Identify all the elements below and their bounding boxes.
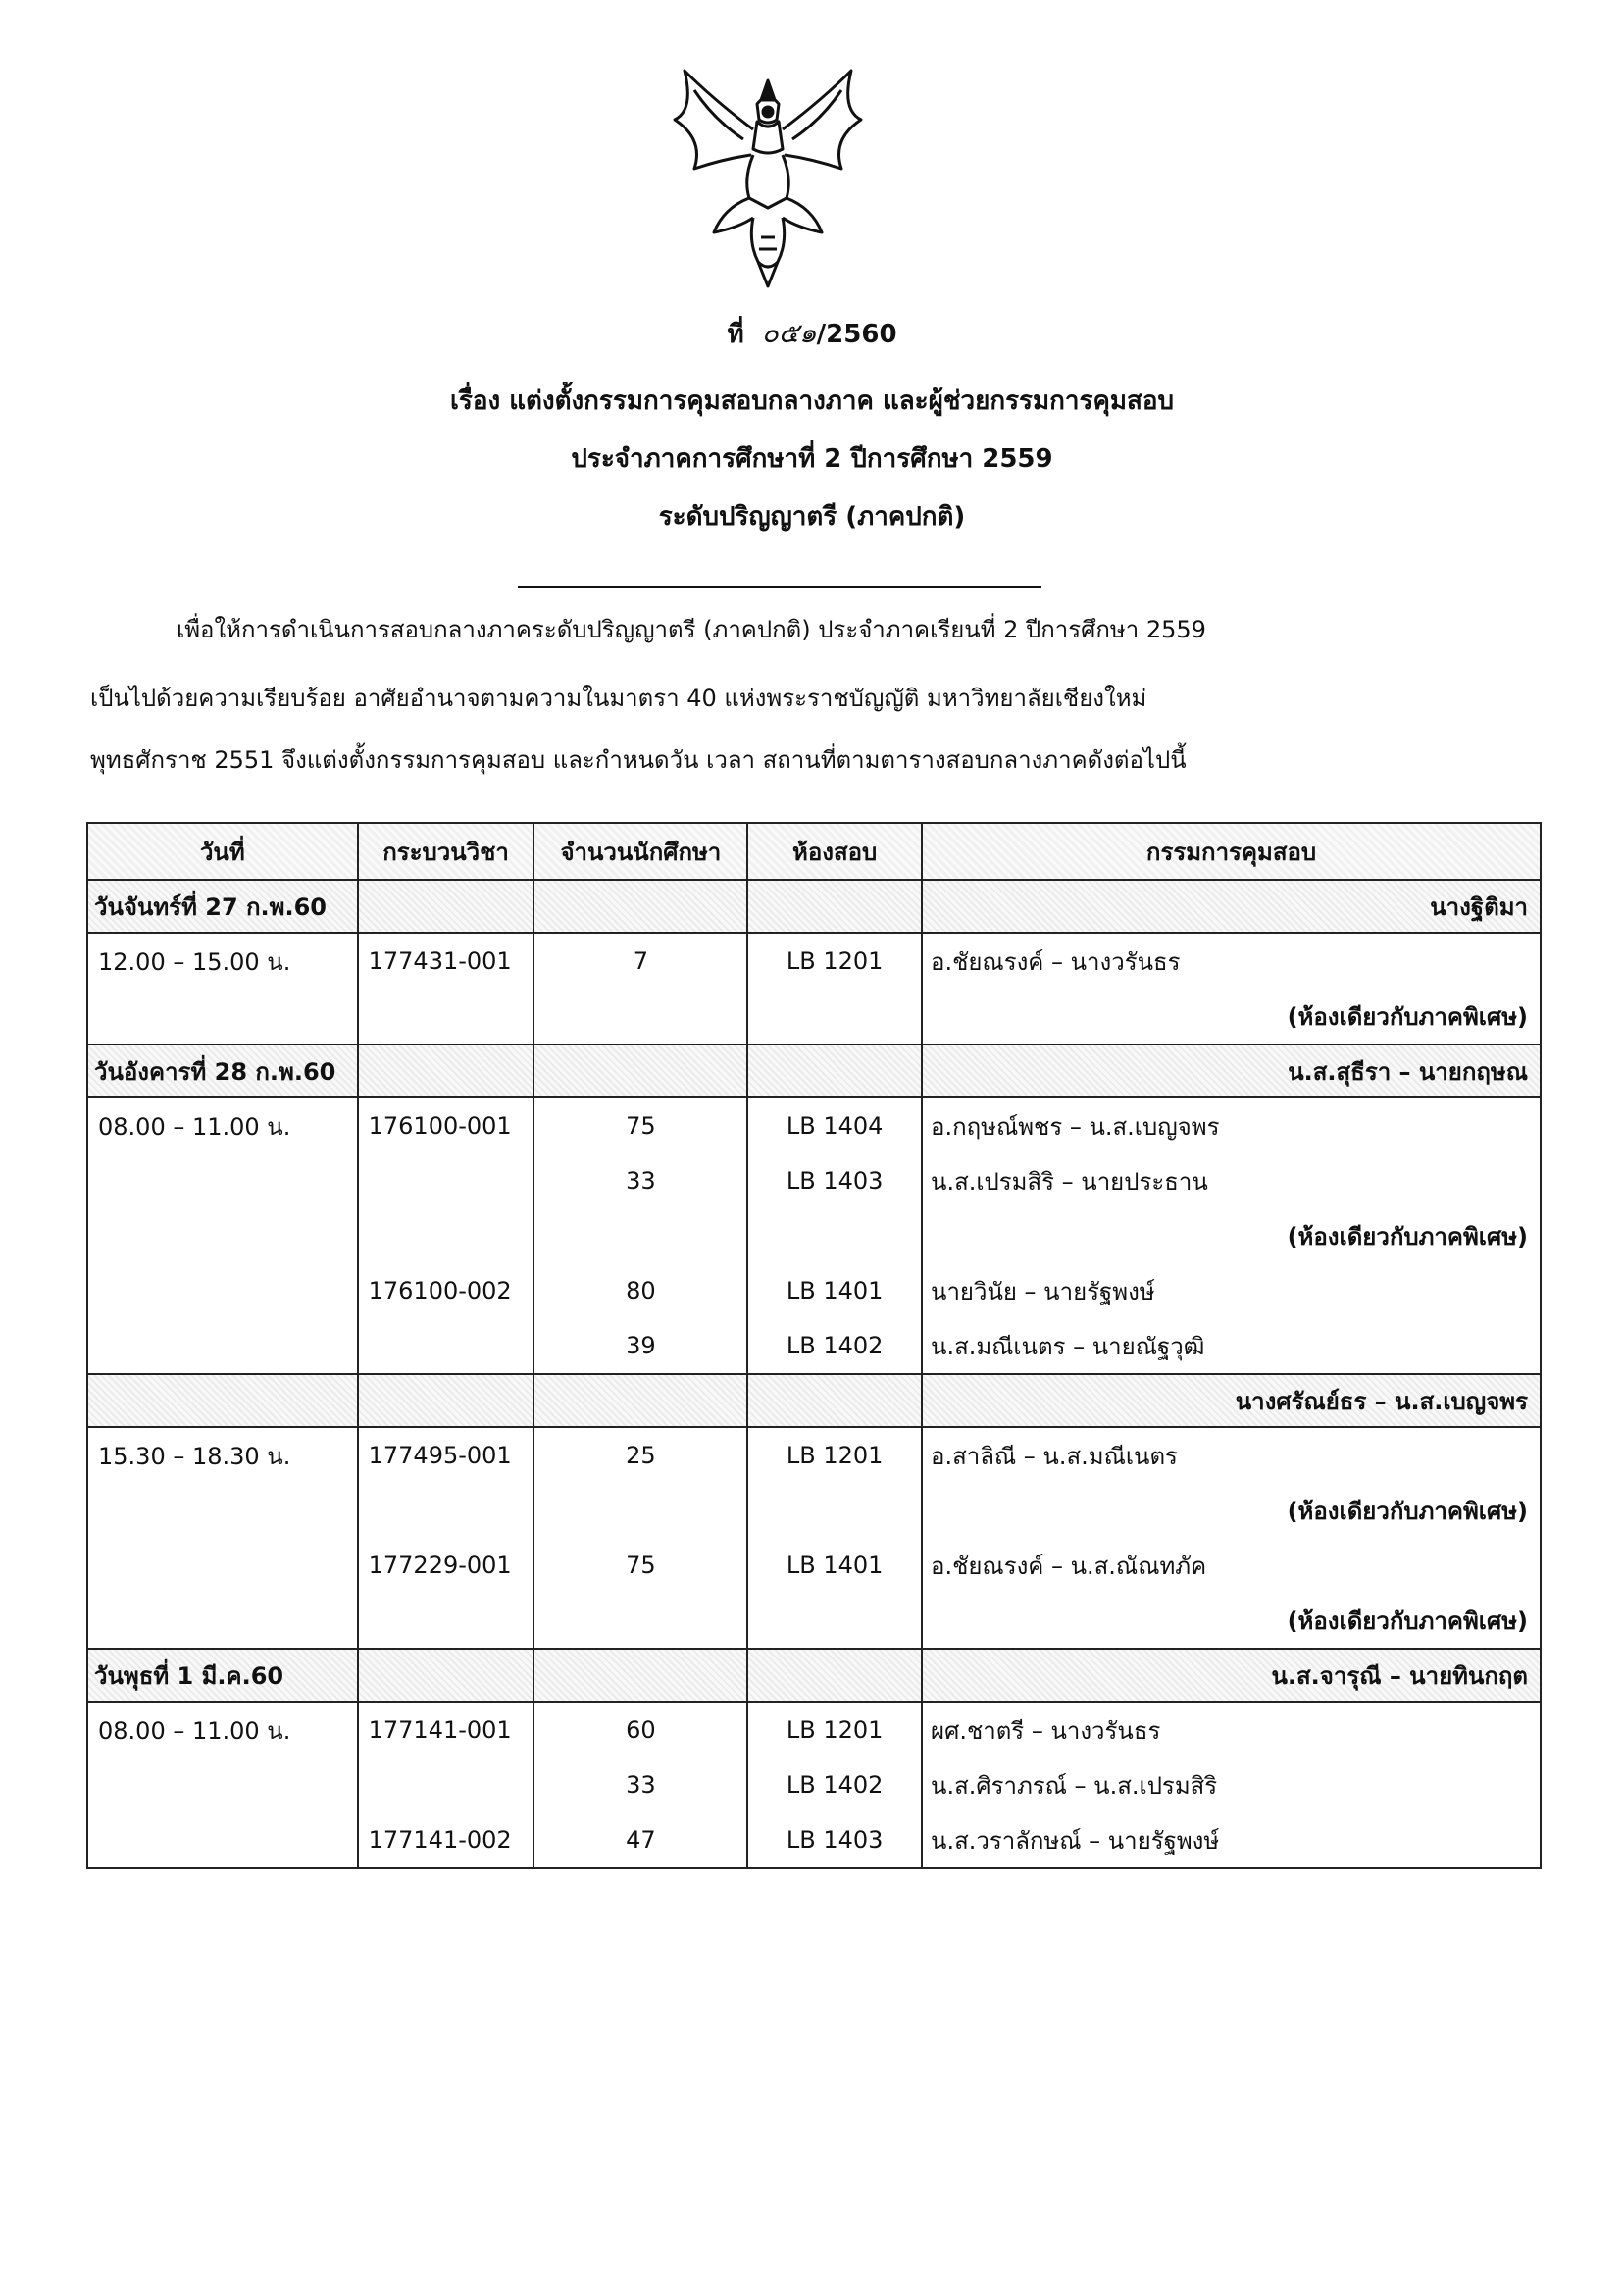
student-count: 60 bbox=[533, 1702, 747, 1758]
shared-room-note: (ห้องเดียวกับภาคพิเศษ) bbox=[922, 1593, 1541, 1649]
time-slot: 08.00 – 11.00 น. bbox=[87, 1097, 358, 1153]
subject-line-2: ประจำภาคการศึกษาที่ 2 ปีการศึกษา 2559 bbox=[571, 444, 1053, 474]
table-row bbox=[87, 1702, 1541, 1758]
exam-room: LB 1404 bbox=[747, 1097, 922, 1153]
proctor-names: นายวินัย – นายรัฐพงษ์ bbox=[922, 1263, 1541, 1318]
course-code: 176100-001 bbox=[358, 1097, 534, 1153]
body-paragraph-line-1: เพื่อให้การดำเนินการสอบกลางภาคระดับปริญญาตรี (ภาคปกติ) ประจำภาคเรียนที่ 2 ปีการศึกษา 2559 bbox=[177, 616, 1206, 643]
student-count: 80 bbox=[533, 1263, 747, 1318]
body-paragraph-line-3: พุทธศักราช 2551 จึงแต่งตั้งกรรมการคุมสอบ และกำหนดวัน เวลา สถานที่ตามตารางสอบกลางภาคดังต่อไปนี้ bbox=[90, 746, 1187, 774]
proctor-names: น.ส.มณีเนตร – นายณัฐวุฒิ bbox=[922, 1318, 1541, 1374]
course-code: 177229-001 bbox=[358, 1538, 534, 1593]
document-number-suffix: /2560 bbox=[816, 320, 897, 349]
day-supervisor: น.ส.สุธีรา – นายกฤษณ bbox=[922, 1045, 1541, 1097]
table-header-row bbox=[87, 823, 1541, 880]
exam-room: LB 1401 bbox=[747, 1263, 922, 1318]
slot-supervisor: นางศรัณย์ธร – น.ส.เบญจพร bbox=[922, 1374, 1541, 1427]
student-count: 47 bbox=[533, 1812, 747, 1868]
table-row-note bbox=[87, 1483, 1541, 1538]
student-count: 33 bbox=[533, 1758, 747, 1812]
day-row bbox=[87, 1045, 1541, 1097]
exam-room: LB 1401 bbox=[747, 1538, 922, 1593]
exam-room: LB 1402 bbox=[747, 1318, 922, 1374]
student-count: 7 bbox=[533, 933, 747, 989]
exam-room: LB 1201 bbox=[747, 1702, 922, 1758]
student-count: 75 bbox=[533, 1097, 747, 1153]
course-code bbox=[358, 1758, 534, 1812]
document-number bbox=[0, 312, 1624, 355]
garuda-seal-icon bbox=[655, 61, 881, 296]
course-code: 177141-001 bbox=[358, 1702, 534, 1758]
proctor-names: ผศ.ชาตรี – นางวรันธร bbox=[922, 1702, 1541, 1758]
proctor-names: น.ส.เปรมสิริ – นายประธาน bbox=[922, 1153, 1541, 1208]
proctor-names: อ.ชัยณรงค์ – น.ส.ณัณทภัค bbox=[922, 1538, 1541, 1593]
exam-schedule-table bbox=[86, 822, 1542, 1869]
table-row bbox=[87, 1318, 1541, 1374]
body-paragraph-line-2: เป็นไปด้วยความเรียบร้อย อาศัยอำนาจตามความในมาตรา 40 แห่งพระราชบัญญัติ มหาวิทยาลัยเชียงใหม่ bbox=[90, 685, 1147, 712]
course-code bbox=[358, 1318, 534, 1374]
table-row bbox=[87, 933, 1541, 989]
course-code: 177495-001 bbox=[358, 1427, 534, 1483]
table-row-note bbox=[87, 989, 1541, 1045]
table-row bbox=[87, 1812, 1541, 1868]
exam-room: LB 1402 bbox=[747, 1758, 922, 1812]
student-count: 39 bbox=[533, 1318, 747, 1374]
course-code bbox=[358, 1153, 534, 1208]
time-slot: 15.30 – 18.30 น. bbox=[87, 1427, 358, 1483]
table-row bbox=[87, 1097, 1541, 1153]
shared-room-note: (ห้องเดียวกับภาคพิเศษ) bbox=[922, 1483, 1541, 1538]
shared-room-note: (ห้องเดียวกับภาคพิเศษ) bbox=[922, 989, 1541, 1045]
day-label: วันจันทร์ที่ 27 ก.พ.60 bbox=[87, 880, 358, 933]
day-supervisor: นางฐิติมา bbox=[922, 880, 1541, 933]
subject-line-3: ระดับปริญญาตรี (ภาคปกติ) bbox=[658, 502, 966, 532]
table-row bbox=[87, 1758, 1541, 1812]
student-count: 25 bbox=[533, 1427, 747, 1483]
table-row bbox=[87, 1427, 1541, 1483]
exam-room: LB 1201 bbox=[747, 1427, 922, 1483]
table-row bbox=[87, 1263, 1541, 1318]
document-number-handwritten: ๐๕๑ bbox=[761, 317, 817, 349]
course-code: 177141-002 bbox=[358, 1812, 534, 1868]
proctor-names: อ.กฤษณ์พชร – น.ส.เบญจพร bbox=[922, 1097, 1541, 1153]
proctor-names: อ.ชัยณรงค์ – นางวรันธร bbox=[922, 933, 1541, 989]
document-number-label: ที่ bbox=[727, 320, 744, 349]
header-room: ห้องสอบ bbox=[747, 823, 922, 880]
exam-room: LB 1403 bbox=[747, 1812, 922, 1868]
table-row bbox=[87, 1153, 1541, 1208]
shared-room-note: (ห้องเดียวกับภาคพิเศษ) bbox=[922, 1208, 1541, 1263]
table-row-note bbox=[87, 1593, 1541, 1649]
student-count: 75 bbox=[533, 1538, 747, 1593]
header-course: กระบวนวิชา bbox=[358, 823, 534, 880]
exam-room: LB 1403 bbox=[747, 1153, 922, 1208]
day-row bbox=[87, 1649, 1541, 1702]
table-row bbox=[87, 1538, 1541, 1593]
day-supervisor: น.ส.จารุณี – นายทินกฤต bbox=[922, 1649, 1541, 1702]
header-students: จำนวนนักศึกษา bbox=[533, 823, 747, 880]
course-code: 177431-001 bbox=[358, 933, 534, 989]
day-label: วันพุธที่ 1 มี.ค.60 bbox=[87, 1649, 358, 1702]
student-count: 33 bbox=[533, 1153, 747, 1208]
proctor-names: อ.สาลิณี – น.ส.มณีเนตร bbox=[922, 1427, 1541, 1483]
time-slot: 12.00 – 15.00 น. bbox=[87, 933, 358, 989]
exam-room: LB 1201 bbox=[747, 933, 922, 989]
proctor-names: น.ส.ศิราภรณ์ – น.ส.เปรมสิริ bbox=[922, 1758, 1541, 1812]
header-proctors: กรรมการคุมสอบ bbox=[922, 823, 1541, 880]
proctor-names: น.ส.วราลักษณ์ – นายรัฐพงษ์ bbox=[922, 1812, 1541, 1868]
table-row-note bbox=[87, 1208, 1541, 1263]
day-label: วันอังคารที่ 28 ก.พ.60 bbox=[87, 1045, 358, 1097]
day-row bbox=[87, 880, 1541, 933]
time-slot: 08.00 – 11.00 น. bbox=[87, 1702, 358, 1758]
subject-line-1: เรื่อง แต่งตั้งกรรมการคุมสอบกลางภาค และผู้ช่วยกรรมการคุมสอบ bbox=[450, 386, 1174, 416]
title-divider bbox=[518, 586, 1041, 588]
slot-supervisor-row bbox=[87, 1374, 1541, 1427]
header-date: วันที่ bbox=[87, 823, 358, 880]
course-code: 176100-002 bbox=[358, 1263, 534, 1318]
